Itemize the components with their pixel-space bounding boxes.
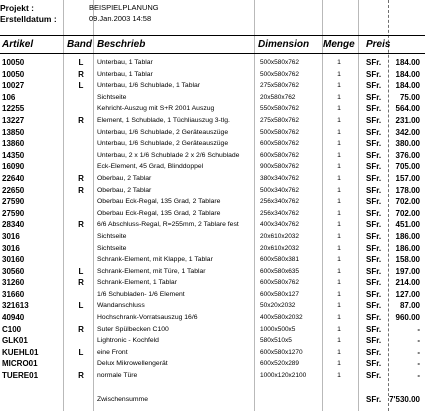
cell-currency: SFr.	[366, 301, 382, 311]
cell-artikel: 13227	[2, 115, 25, 125]
table-row	[0, 243, 425, 255]
cell-preis: 157.00	[395, 173, 420, 183]
cell-preis: 214.00	[395, 278, 420, 288]
table-row	[0, 115, 425, 127]
cell-currency: SFr.	[366, 81, 382, 91]
col-header-artikel: Artikel	[2, 39, 34, 50]
cell-band: R	[78, 69, 84, 79]
cell-currency: SFr.	[366, 115, 382, 125]
cell-beschrieb: Delux Mikrowellengerät	[97, 360, 168, 368]
cell-dimension: 600x520x289	[260, 360, 300, 368]
cell-currency: SFr.	[366, 104, 382, 114]
table-row	[0, 103, 425, 115]
cell-currency: SFr.	[366, 139, 382, 149]
table-row	[0, 289, 425, 301]
cell-dimension: 500x340x762	[260, 186, 300, 194]
cell-currency: SFr.	[366, 371, 382, 381]
table-row	[0, 277, 425, 289]
cell-preis: 178.00	[395, 185, 420, 195]
cell-band: L	[78, 347, 84, 357]
cell-band: L	[78, 266, 84, 276]
cell-dimension: 550x580x762	[260, 105, 300, 113]
cell-menge: 1	[337, 70, 341, 78]
table-row	[0, 57, 425, 69]
subtotal-row	[0, 394, 425, 406]
cell-beschrieb: Eck-Element, 45 Grad, Blinddoppel	[97, 163, 204, 171]
cell-currency: SFr.	[366, 92, 382, 102]
cell-dimension: 50x20x2032	[260, 302, 296, 310]
cell-menge: 1	[337, 290, 341, 298]
cell-currency: SFr.	[366, 278, 382, 288]
cell-artikel: 40940	[2, 313, 25, 323]
table-row	[0, 370, 425, 382]
cell-beschrieb: Unterbau, 2 x 1/6 Schublade 2 x 2/6 Schublade	[97, 151, 240, 159]
table-row	[0, 138, 425, 150]
table-row	[0, 347, 425, 359]
cell-beschrieb: Schrank-Element, mit Klappe, 1 Tablar	[97, 256, 213, 264]
cell-menge: 1	[337, 163, 341, 171]
cell-menge: 1	[337, 302, 341, 310]
cell-dimension: 256x340x762	[260, 198, 300, 206]
cell-artikel: TUERE01	[2, 371, 39, 381]
cell-beschrieb: Sichtseite	[97, 232, 127, 240]
project-value: BEISPIELPLANUNG	[89, 3, 159, 12]
header-bottom-rule	[0, 53, 425, 54]
cell-beschrieb: Wandanschluss	[97, 302, 145, 310]
cell-dimension: 500x580x762	[260, 128, 300, 136]
cell-menge: 1	[337, 59, 341, 66]
cell-dimension: 600x580x381	[260, 256, 300, 264]
cell-artikel: KUEHL01	[2, 347, 39, 357]
cell-beschrieb: Oberbau Eck-Regal, 135 Grad, 2 Tablare	[97, 198, 221, 206]
cell-preis: 75.00	[399, 92, 420, 102]
cell-artikel: 28340	[2, 220, 25, 230]
table-row	[0, 196, 425, 208]
cell-currency: SFr.	[366, 255, 382, 265]
cell-beschrieb: Unterbau, 1/6 Schublade, 1 Tablar	[97, 82, 201, 90]
cell-dimension: 1000x120x2100	[260, 372, 307, 380]
cell-beschrieb: Hochschrank-Vorratsauszug 16/6	[97, 314, 198, 322]
cell-menge: 1	[337, 198, 341, 206]
cell-artikel: 30560	[2, 266, 25, 276]
cell-artikel: GLK01	[2, 336, 28, 346]
cell-artikel: 10050	[2, 58, 25, 67]
col-header-dimension: Dimension	[258, 39, 310, 50]
cell-beschrieb: 1/6 Schubladen- 1/6 Element	[97, 290, 185, 298]
cell-currency: SFr.	[366, 150, 382, 160]
cell-band: L	[78, 58, 84, 67]
cell-menge: 1	[337, 116, 341, 124]
table-row	[0, 80, 425, 92]
cell-dimension: 256x340x762	[260, 209, 300, 217]
cell-currency: SFr.	[366, 243, 382, 253]
cell-dimension: 275x580x762	[260, 82, 300, 90]
cell-beschrieb: Lightronic - Kochfeld	[97, 337, 159, 345]
cell-dimension: 500x580x762	[260, 59, 300, 66]
cell-dimension: 600x580x127	[260, 290, 300, 298]
cell-preis: 197.00	[395, 266, 420, 276]
cell-band: R	[78, 324, 84, 334]
cell-menge: 1	[337, 209, 341, 217]
cell-currency: SFr.	[366, 69, 382, 79]
cell-menge: 1	[337, 256, 341, 264]
cell-artikel: 31260	[2, 278, 25, 288]
cell-beschrieb: Oberbau, 2 Tablar	[97, 186, 152, 194]
cell-menge: 1	[337, 348, 341, 356]
cell-currency: SFr.	[366, 324, 382, 334]
table-row	[0, 173, 425, 185]
cell-menge: 1	[337, 140, 341, 148]
cell-artikel: 13860	[2, 139, 25, 149]
table-row	[0, 185, 425, 197]
table-row	[0, 208, 425, 220]
cell-beschrieb: Schrank-Element, 1 Tablar	[97, 279, 177, 287]
cell-preis: 342.00	[395, 127, 420, 137]
cell-preis: 127.00	[395, 289, 420, 299]
cell-dimension: 580x510x5	[260, 337, 292, 345]
cell-menge: 1	[337, 372, 341, 380]
cell-beschrieb: Oberbau, 2 Tablar	[97, 174, 152, 182]
table-row	[0, 300, 425, 312]
cell-preis: 186.00	[395, 231, 420, 241]
cell-beschrieb: Unterbau, 1/6 Schublade, 2 Geräteauszüge	[97, 128, 229, 136]
cell-dimension: 1000x500x5	[260, 325, 296, 333]
cell-preis: 184.00	[395, 58, 420, 67]
cell-beschrieb: Schrank-Element, mit Türe, 1 Tablar	[97, 267, 206, 275]
cell-menge: 1	[337, 174, 341, 182]
cell-currency: SFr.	[366, 336, 382, 346]
cell-beschrieb: Unterbau, 1 Tablar	[97, 70, 153, 78]
cell-dimension: 380x340x762	[260, 174, 300, 182]
cell-artikel: 27590	[2, 208, 25, 218]
cell-artikel: 14350	[2, 150, 25, 160]
cell-currency: SFr.	[366, 347, 382, 357]
cell-menge: 1	[337, 128, 341, 136]
cell-preis: 231.00	[395, 115, 420, 125]
cell-menge: 1	[337, 186, 341, 194]
cell-beschrieb: normale Türe	[97, 372, 138, 380]
cell-beschrieb: eine Front	[97, 348, 128, 356]
col-header-beschrieb: Beschrieb	[97, 39, 146, 50]
table-row	[0, 266, 425, 278]
cell-menge: 1	[337, 360, 341, 368]
table-row	[0, 312, 425, 324]
cell-artikel: 12255	[2, 104, 25, 114]
cell-artikel: 31660	[2, 289, 25, 299]
cell-menge: 1	[337, 279, 341, 287]
cell-artikel: 16090	[2, 162, 25, 172]
cell-preis: 702.00	[395, 208, 420, 218]
project-label: Projekt :	[0, 3, 35, 13]
cell-beschrieb: Unterbau, 1/6 Schublade, 2 Geräteauszüge	[97, 140, 229, 148]
table-row	[0, 92, 425, 104]
cell-currency: SFr.	[366, 127, 382, 137]
cell-menge: 1	[337, 232, 341, 240]
table-row	[0, 150, 425, 162]
cell-band: R	[78, 115, 84, 125]
cell-preis: 87.00	[399, 301, 420, 311]
cell-menge: 1	[337, 82, 341, 90]
cell-band: R	[78, 173, 84, 183]
table-row	[0, 69, 425, 81]
header-top-rule	[0, 35, 425, 36]
table-row	[0, 254, 425, 266]
cell-beschrieb: Kehricht-Auszug mit S+R 2001 Auszug	[97, 105, 215, 113]
cell-menge: 1	[337, 221, 341, 229]
cell-preis: 451.00	[395, 220, 420, 230]
cell-preis: -	[417, 324, 420, 334]
cell-currency: SFr.	[366, 162, 382, 172]
cell-dimension: 600x580x1270	[260, 348, 303, 356]
cell-band: R	[78, 185, 84, 195]
cell-currency: SFr.	[366, 313, 382, 323]
cell-dimension: 600x580x762	[260, 151, 300, 159]
cell-menge: 1	[337, 105, 341, 113]
cell-menge: 1	[337, 325, 341, 333]
cell-artikel: 106	[2, 92, 16, 102]
cell-artikel: 321613	[2, 301, 29, 311]
cell-artikel: 10027	[2, 81, 25, 91]
cell-currency: SFr.	[366, 197, 382, 207]
cell-preis: -	[417, 347, 420, 357]
cell-currency: SFr.	[366, 289, 382, 299]
table-row	[0, 231, 425, 243]
cell-band: L	[78, 81, 84, 91]
table-row	[0, 358, 425, 370]
cell-beschrieb: Sichtseite	[97, 93, 127, 101]
cell-artikel: 30160	[2, 255, 25, 265]
cell-artikel: 22640	[2, 173, 25, 183]
cell-preis: 376.00	[395, 150, 420, 160]
cell-preis: 158.00	[395, 255, 420, 265]
cell-beschrieb: Suter Spülbecken C100	[97, 325, 169, 333]
cell-beschrieb: 6/6 Abschluss-Regal, R=255mm, 2 Tablare fest	[97, 221, 239, 229]
cell-menge: 1	[337, 337, 341, 345]
subtotal-value: 7'530.00	[389, 394, 420, 404]
cell-dimension: 500x580x762	[260, 70, 300, 78]
cell-artikel: 22650	[2, 185, 25, 195]
cell-preis: 702.00	[395, 197, 420, 207]
cell-artikel: 3016	[2, 231, 20, 241]
cell-currency: SFr.	[366, 220, 382, 230]
cell-preis: 186.00	[395, 243, 420, 253]
cell-menge: 1	[337, 267, 341, 275]
cell-preis: 705.00	[395, 162, 420, 172]
cell-currency: SFr.	[366, 185, 382, 195]
cell-artikel: C100	[2, 324, 22, 334]
cell-dimension: 20x610x2032	[260, 244, 300, 252]
table-row	[0, 161, 425, 173]
cell-dimension: 600x580x762	[260, 279, 300, 287]
cell-menge: 1	[337, 314, 341, 322]
table-row	[0, 127, 425, 139]
table-row	[0, 335, 425, 347]
table-row	[0, 219, 425, 231]
article-table	[0, 57, 425, 405]
cell-preis: 960.00	[395, 313, 420, 323]
cell-dimension: 20x580x762	[260, 93, 296, 101]
cell-artikel: 10050	[2, 69, 25, 79]
cell-menge: 1	[337, 151, 341, 159]
cell-band: R	[78, 220, 84, 230]
subtotal-currency: SFr.	[366, 394, 382, 404]
cell-preis: -	[417, 359, 420, 369]
cell-preis: 564.00	[395, 104, 420, 114]
date-label: Erstelldatum :	[0, 14, 57, 24]
cell-currency: SFr.	[366, 58, 382, 67]
date-value: 09.Jan.2003 14:58	[89, 14, 152, 23]
cell-artikel: 3016	[2, 243, 20, 253]
cell-dimension: 275x580x762	[260, 116, 300, 124]
cell-preis: 184.00	[395, 81, 420, 91]
cell-currency: SFr.	[366, 208, 382, 218]
cell-preis: -	[417, 336, 420, 346]
cell-beschrieb: Sichtseite	[97, 244, 127, 252]
cell-dimension: 400x340x762	[260, 221, 300, 229]
cell-dimension: 900x580x762	[260, 163, 300, 171]
cell-beschrieb: Unterbau, 1 Tablar	[97, 59, 153, 66]
cell-preis: 380.00	[395, 139, 420, 149]
cell-beschrieb: Element, 1 Schublade, 1 Tüchliauszug 3-tlg.	[97, 116, 230, 124]
cell-artikel: MICRO01	[2, 359, 38, 369]
cell-currency: SFr.	[366, 231, 382, 241]
cell-currency: SFr.	[366, 173, 382, 183]
col-header-band: Band	[67, 39, 92, 50]
cell-artikel: 27590	[2, 197, 25, 207]
cell-menge: 1	[337, 244, 341, 252]
cell-preis: -	[417, 371, 420, 381]
cell-currency: SFr.	[366, 359, 382, 369]
cell-dimension: 20x610x2032	[260, 232, 300, 240]
col-header-menge: Menge	[323, 39, 355, 50]
cell-band: R	[78, 371, 84, 381]
cell-band: R	[78, 278, 84, 288]
cell-band: L	[78, 301, 84, 311]
subtotal-label: Zwischensumme	[97, 395, 148, 403]
cell-preis: 184.00	[395, 69, 420, 79]
cell-beschrieb: Oberbau Eck-Regal, 135 Grad, 2 Tablare	[97, 209, 221, 217]
cell-dimension: 600x580x635	[260, 267, 300, 275]
cell-currency: SFr.	[366, 266, 382, 276]
col-header-preis: Preis	[366, 39, 391, 50]
table-row	[0, 324, 425, 336]
cell-dimension: 600x580x762	[260, 140, 300, 148]
cell-menge: 1	[337, 93, 341, 101]
cell-artikel: 13850	[2, 127, 25, 137]
cell-dimension: 400x580x2032	[260, 314, 303, 322]
